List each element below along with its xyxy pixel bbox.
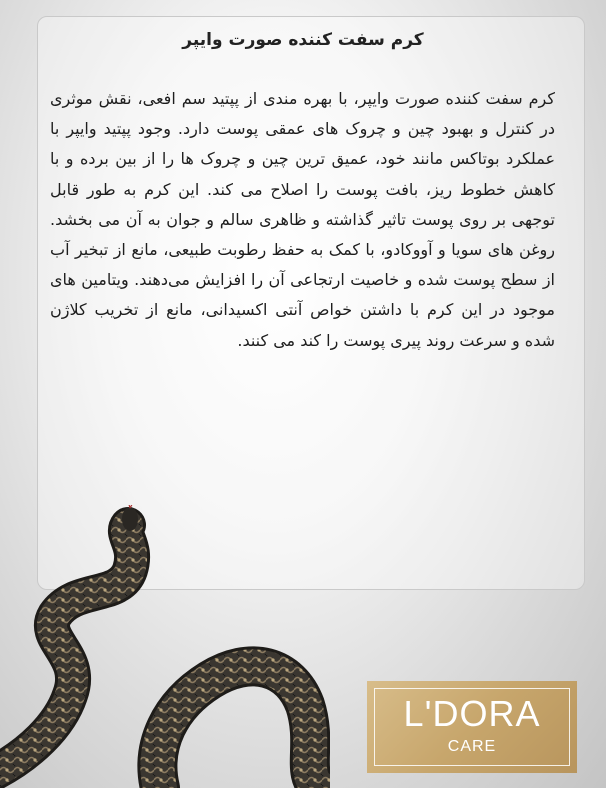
logo-brand-text: L'DORA (403, 693, 541, 734)
brand-logo (367, 681, 577, 773)
snake-illustration (0, 505, 330, 788)
product-description: کرم سفت کننده صورت وایپر، با بهره مندی از پپتید سم افعی، نقش موثری در کنترل و بهبود چین و چروک های عمقی پوست دارد. وجود پپتید وایپر با عملکرد بوتاکس مانند خود، عمیق ترین چین و چروک ها را از بین برده و با کاهش خطوط ریز، بافت پوست را اصلاح می کند. این کرم به طور قابل توجهی بر روی پوست تاثیر گذاشته و ظاهری سالم و جوان به آن می بخشد. روغن های سویا و آووکادو، با کمک به حفظ رطوبت طبیعی، مانع از تبخیر آب از سطح پوست شده و خاصیت ارتجاعی آن را افزایش می‌دهند. ویتامین های موجود در این کرم با داشتن خواص آنتی اکسیدانی، مانع از تخریب کلاژن شده و سرعت روند پیری پوست را کند می کنند. (50, 89, 555, 350)
product-title: کرم سفت کننده صورت وایپر (182, 30, 424, 50)
logo-sub-text: CARE (447, 738, 497, 755)
